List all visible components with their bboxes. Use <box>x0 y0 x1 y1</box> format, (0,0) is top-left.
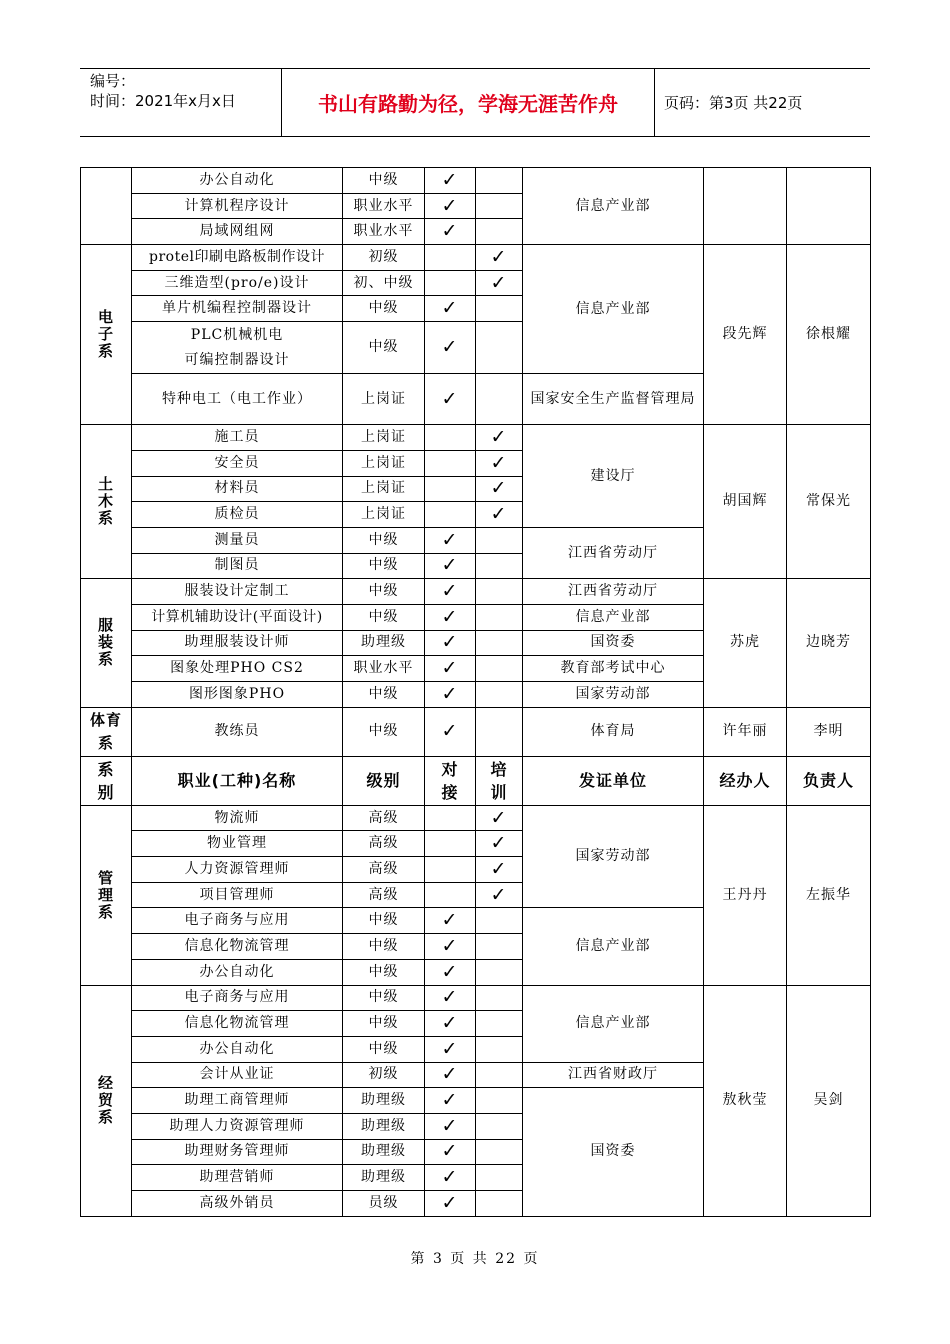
cert-name: 测量员 <box>132 527 343 553</box>
dept-fashion: 服 装 系 <box>81 579 132 707</box>
cert-level: 助理级 <box>343 1088 425 1114</box>
peixun-check-icon: ✓ <box>476 450 523 476</box>
handler-cell: 许年丽 <box>704 707 787 756</box>
cert-level: 员级 <box>343 1191 425 1217</box>
cert-name: 助理营销师 <box>132 1165 343 1191</box>
dept-sports: 体育 系 <box>81 707 132 756</box>
cert-name: 助理人力资源管理师 <box>132 1113 343 1139</box>
peixun-cell <box>476 553 523 579</box>
duijie-check-icon: ✓ <box>425 296 476 322</box>
handler-cell: 敖秋莹 <box>704 985 787 1216</box>
peixun-check-icon: ✓ <box>476 270 523 296</box>
issuer-cell: 建设厅 <box>523 425 704 528</box>
peixun-check-icon: ✓ <box>476 831 523 857</box>
handler-cell: 王丹丹 <box>704 805 787 985</box>
cert-level: 高级 <box>343 857 425 883</box>
cert-name: 助理工商管理师 <box>132 1088 343 1114</box>
cert-name: 施工员 <box>132 425 343 451</box>
cert-level: 上岗证 <box>343 450 425 476</box>
duijie-cell <box>425 882 476 908</box>
leader-cell: 吴剑 <box>787 985 871 1216</box>
table-row <box>81 579 871 605</box>
peixun-cell <box>476 168 523 194</box>
peixun-cell <box>476 1165 523 1191</box>
peixun-check-icon: ✓ <box>476 476 523 502</box>
peixun-cell <box>476 656 523 682</box>
issuer-cell: 信息产业部 <box>523 245 704 374</box>
cert-level: 高级 <box>343 882 425 908</box>
table-row <box>81 805 871 831</box>
cert-name: 三维造型(pro/e)设计 <box>132 270 343 296</box>
handler-cell <box>704 168 787 245</box>
cert-name: 会计从业证 <box>132 1062 343 1088</box>
duijie-cell <box>425 245 476 271</box>
cert-level: 中级 <box>343 527 425 553</box>
header-duijie: 对 接 <box>425 756 476 805</box>
peixun-cell <box>476 630 523 656</box>
cert-level: 中级 <box>343 682 425 708</box>
dept-cell <box>81 168 132 245</box>
peixun-cell <box>476 985 523 1011</box>
duijie-check-icon: ✓ <box>425 682 476 708</box>
issuer-cell: 国资委 <box>523 1088 704 1216</box>
cert-name: 图形图象PHO <box>132 682 343 708</box>
dept-civil: 土 木 系 <box>81 425 132 579</box>
duijie-check-icon: ✓ <box>425 374 476 425</box>
cert-level: 中级 <box>343 604 425 630</box>
duijie-cell <box>425 805 476 831</box>
duijie-check-icon: ✓ <box>425 1036 476 1062</box>
cert-level: 中级 <box>343 908 425 934</box>
cert-level: 助理级 <box>343 1165 425 1191</box>
table-row <box>81 707 871 756</box>
cert-name: 服装设计定制工 <box>132 579 343 605</box>
cert-name: 材料员 <box>132 476 343 502</box>
issuer-cell: 江西省劳动厅 <box>523 527 704 578</box>
cert-name: 项目管理师 <box>132 882 343 908</box>
page-header <box>80 68 870 137</box>
peixun-cell <box>476 908 523 934</box>
duijie-check-icon: ✓ <box>425 1191 476 1217</box>
peixun-cell <box>476 1088 523 1114</box>
cert-level: 初级 <box>343 1062 425 1088</box>
certificate-table <box>80 167 871 1217</box>
cert-level: 中级 <box>343 1011 425 1037</box>
peixun-cell <box>476 1011 523 1037</box>
duijie-cell <box>425 450 476 476</box>
cert-level: 中级 <box>343 553 425 579</box>
issuer-cell: 江西省财政厅 <box>523 1062 704 1088</box>
handler-cell: 段先辉 <box>704 245 787 425</box>
duijie-check-icon: ✓ <box>425 553 476 579</box>
cert-name: 人力资源管理师 <box>132 857 343 883</box>
cert-level: 中级 <box>343 322 425 374</box>
duijie-cell <box>425 502 476 528</box>
date-label: 时间：2021年x月x日 <box>90 92 236 110</box>
leader-cell: 徐根耀 <box>787 245 871 425</box>
issuer-cell: 国家劳动部 <box>523 682 704 708</box>
cert-name: 安全员 <box>132 450 343 476</box>
cert-level: 职业水平 <box>343 219 425 245</box>
duijie-cell <box>425 857 476 883</box>
duijie-check-icon: ✓ <box>425 707 476 756</box>
cert-name: 计算机程序设计 <box>132 193 343 219</box>
issuer-cell: 国家安全生产监督管理局 <box>523 374 704 425</box>
issuer-cell: 教育部考试中心 <box>523 656 704 682</box>
cert-name: 特种电工（电工作业） <box>132 374 343 425</box>
header-dept: 系 别 <box>81 756 132 805</box>
duijie-check-icon: ✓ <box>425 1113 476 1139</box>
peixun-cell <box>476 1139 523 1165</box>
cert-level: 初、中级 <box>343 270 425 296</box>
peixun-cell <box>476 707 523 756</box>
cert-name: protel印刷电路板制作设计 <box>132 245 343 271</box>
cert-level: 高级 <box>343 831 425 857</box>
cert-name: 制图员 <box>132 553 343 579</box>
handler-cell: 苏虎 <box>704 579 787 707</box>
table-row <box>81 168 871 194</box>
issuer-cell: 江西省劳动厅 <box>523 579 704 605</box>
issuer-cell: 体育局 <box>523 707 704 756</box>
cert-name: 助理服装设计师 <box>132 630 343 656</box>
table-header-row <box>81 756 871 805</box>
cert-level: 中级 <box>343 296 425 322</box>
table-row <box>81 425 871 451</box>
peixun-cell <box>476 527 523 553</box>
cert-name: 办公自动化 <box>132 959 343 985</box>
peixun-cell <box>476 322 523 374</box>
duijie-cell <box>425 476 476 502</box>
duijie-check-icon: ✓ <box>425 168 476 194</box>
cert-name: 教练员 <box>132 707 343 756</box>
peixun-cell <box>476 934 523 960</box>
cert-name: 计算机辅助设计(平面设计) <box>132 604 343 630</box>
cert-name: 办公自动化 <box>132 1036 343 1062</box>
table-row <box>81 245 871 271</box>
peixun-check-icon: ✓ <box>476 502 523 528</box>
peixun-check-icon: ✓ <box>476 425 523 451</box>
header-name: 职业(工种)名称 <box>132 756 343 805</box>
duijie-check-icon: ✓ <box>425 322 476 374</box>
issuer-cell: 信息产业部 <box>523 168 704 245</box>
peixun-cell <box>476 1113 523 1139</box>
duijie-check-icon: ✓ <box>425 579 476 605</box>
duijie-check-icon: ✓ <box>425 604 476 630</box>
cert-name: 物流师 <box>132 805 343 831</box>
cert-level: 职业水平 <box>343 656 425 682</box>
handler-cell: 胡国辉 <box>704 425 787 579</box>
cert-name: 电子商务与应用 <box>132 908 343 934</box>
issuer-cell: 信息产业部 <box>523 908 704 985</box>
cert-name: 单片机编程控制器设计 <box>132 296 343 322</box>
header-page-info: 页码：第3页 共22页 <box>664 94 803 112</box>
cert-level: 职业水平 <box>343 193 425 219</box>
table-row <box>81 985 871 1011</box>
cert-level: 助理级 <box>343 1113 425 1139</box>
cert-name: 质检员 <box>132 502 343 528</box>
dept-trade: 经 贸 系 <box>81 985 132 1216</box>
leader-cell: 边晓芳 <box>787 579 871 707</box>
cert-level: 上岗证 <box>343 374 425 425</box>
dept-electronic: 电 子 系 <box>81 245 132 425</box>
cert-name: 办公自动化 <box>132 168 343 194</box>
peixun-cell <box>476 193 523 219</box>
header-motto: 书山有路勤为径，学海无涯苦作舟 <box>282 69 655 136</box>
duijie-check-icon: ✓ <box>425 1011 476 1037</box>
duijie-check-icon: ✓ <box>425 1139 476 1165</box>
peixun-cell <box>476 1036 523 1062</box>
duijie-cell <box>425 270 476 296</box>
header-peixun: 培 训 <box>476 756 523 805</box>
cert-name: 高级外销员 <box>132 1191 343 1217</box>
cert-level: 助理级 <box>343 1139 425 1165</box>
duijie-cell <box>425 831 476 857</box>
cert-name: 信息化物流管理 <box>132 934 343 960</box>
cert-name: 电子商务与应用 <box>132 985 343 1011</box>
page-footer: 第 3 页 共 22 页 <box>410 1251 540 1267</box>
duijie-check-icon: ✓ <box>425 1088 476 1114</box>
peixun-check-icon: ✓ <box>476 882 523 908</box>
cert-level: 初级 <box>343 245 425 271</box>
number-label: 编号： <box>90 72 136 90</box>
header-meta <box>80 69 282 136</box>
issuer-cell: 信息产业部 <box>523 985 704 1062</box>
peixun-cell <box>476 682 523 708</box>
cert-name: PLC机械机电 可编控制器设计 <box>132 322 343 374</box>
cert-level: 上岗证 <box>343 425 425 451</box>
cert-name: 物业管理 <box>132 831 343 857</box>
cert-level: 高级 <box>343 805 425 831</box>
duijie-check-icon: ✓ <box>425 934 476 960</box>
duijie-check-icon: ✓ <box>425 219 476 245</box>
peixun-cell <box>476 219 523 245</box>
duijie-check-icon: ✓ <box>425 908 476 934</box>
cert-level: 中级 <box>343 959 425 985</box>
duijie-check-icon: ✓ <box>425 630 476 656</box>
duijie-check-icon: ✓ <box>425 959 476 985</box>
duijie-check-icon: ✓ <box>425 1165 476 1191</box>
leader-cell: 李明 <box>787 707 871 756</box>
issuer-cell: 国家劳动部 <box>523 805 704 908</box>
duijie-check-icon: ✓ <box>425 1062 476 1088</box>
duijie-cell <box>425 425 476 451</box>
duijie-check-icon: ✓ <box>425 193 476 219</box>
duijie-check-icon: ✓ <box>425 985 476 1011</box>
header-issuer: 发证单位 <box>523 756 704 805</box>
cert-level: 上岗证 <box>343 502 425 528</box>
cert-name: 图象处理PHO CS2 <box>132 656 343 682</box>
issuer-cell: 信息产业部 <box>523 604 704 630</box>
peixun-cell <box>476 1191 523 1217</box>
peixun-cell <box>476 579 523 605</box>
peixun-check-icon: ✓ <box>476 245 523 271</box>
peixun-check-icon: ✓ <box>476 805 523 831</box>
cert-level: 上岗证 <box>343 476 425 502</box>
peixun-cell <box>476 959 523 985</box>
peixun-cell <box>476 296 523 322</box>
cert-name: 助理财务管理师 <box>132 1139 343 1165</box>
cert-level: 中级 <box>343 934 425 960</box>
cert-level: 中级 <box>343 168 425 194</box>
leader-cell: 常保光 <box>787 425 871 579</box>
peixun-cell <box>476 374 523 425</box>
peixun-check-icon: ✓ <box>476 857 523 883</box>
cert-level: 助理级 <box>343 630 425 656</box>
header-handler: 经办人 <box>704 756 787 805</box>
leader-cell <box>787 168 871 245</box>
duijie-check-icon: ✓ <box>425 527 476 553</box>
peixun-cell <box>476 1062 523 1088</box>
cert-level: 中级 <box>343 579 425 605</box>
dept-mgmt: 管 理 系 <box>81 805 132 985</box>
cert-level: 中级 <box>343 1036 425 1062</box>
cert-name: 信息化物流管理 <box>132 1011 343 1037</box>
cert-name: 局域网组网 <box>132 219 343 245</box>
leader-cell: 左振华 <box>787 805 871 985</box>
peixun-cell <box>476 604 523 630</box>
issuer-cell: 国资委 <box>523 630 704 656</box>
cert-level: 中级 <box>343 707 425 756</box>
cert-level: 中级 <box>343 985 425 1011</box>
duijie-check-icon: ✓ <box>425 656 476 682</box>
header-level: 级别 <box>343 756 425 805</box>
header-leader: 负责人 <box>787 756 871 805</box>
